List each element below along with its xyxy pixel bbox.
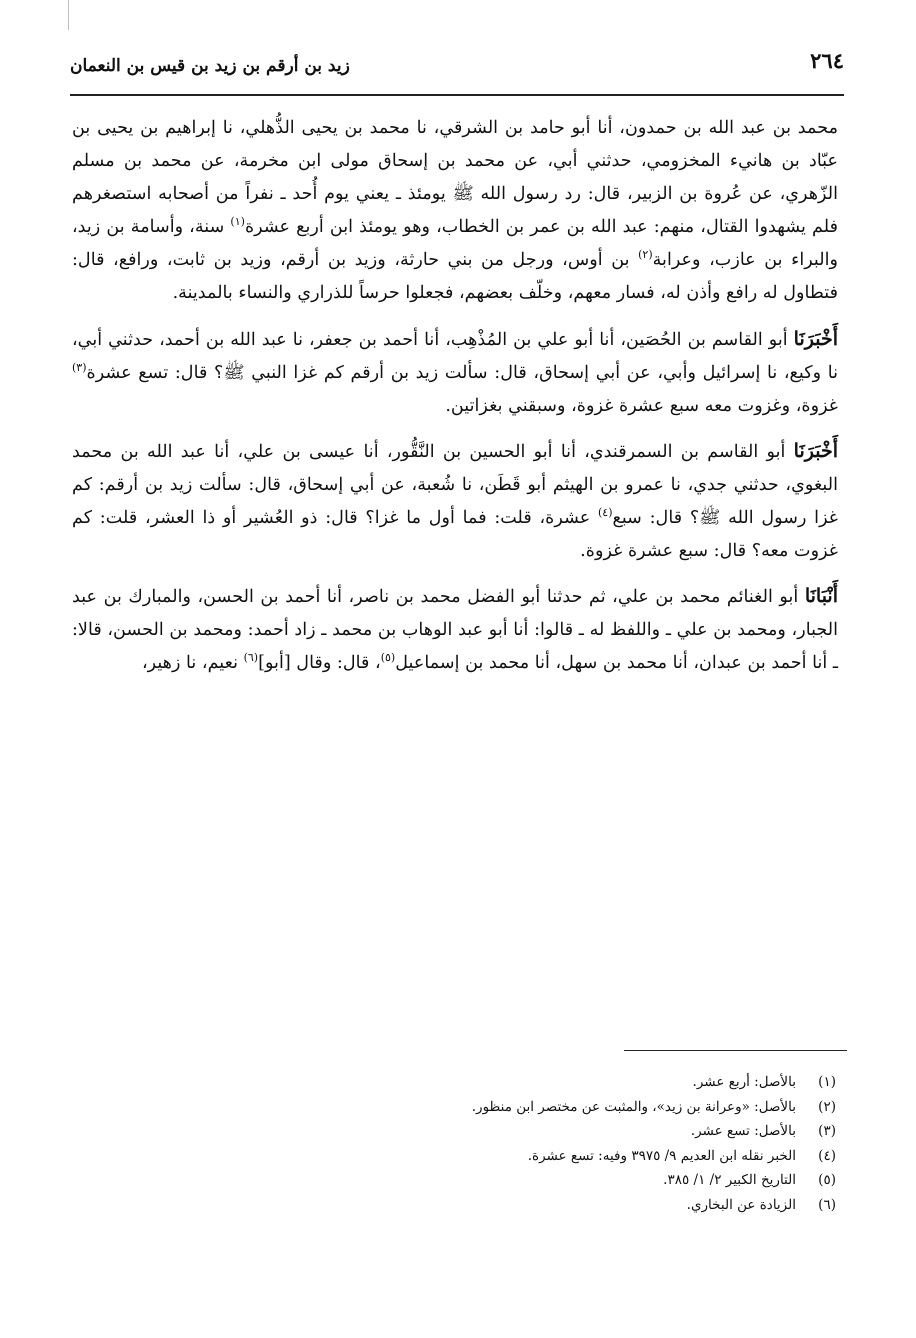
footnote-ref-3: (٣) — [72, 360, 87, 374]
footnote-6 — [76, 1193, 836, 1218]
footnote-separator — [624, 1050, 847, 1051]
narration-lead-word: أَخْبَرَنَا — [793, 439, 838, 462]
footnote-number: (٥) — [818, 1172, 836, 1189]
footnote-ref-5: (٥) — [380, 651, 396, 665]
text-segment: عشرة، قلت: فما أول ما غزا؟ قال: ذو العُشير أو ذا العشر، قلت: كم غزوت معه؟ قال: سبع عشرة غزوة. — [72, 508, 838, 562]
footnote-ref-1: (١) — [230, 215, 245, 229]
footnote-2 — [76, 1095, 836, 1120]
text-segment: أبو القاسم بن الحُصَين، أنا أبو علي بن المُذْهِب، أنا أحمد بن جعفر، نا عبد الله بن أحمد، حدثني أبي، نا وكيع، نا إسرائيل وأبي، عن أبي إسحاق، قال: سألت زيد بن أرقم كم غزا النبي ﷺ؟ قال: تسع عشرة — [72, 329, 838, 383]
footnote-4 — [76, 1144, 836, 1169]
narration-lead-word: أَنْبَانَا — [804, 585, 838, 608]
footnote-5 — [76, 1168, 836, 1193]
footnote-number: (٣) — [818, 1123, 836, 1140]
page-number: ٢٦٤ — [810, 48, 844, 73]
paragraph-4 — [72, 580, 838, 680]
text-segment: بن أوس، ورجل من بني حارثة، وزيد بن أرقم، وزيد بن ثابت، ورافع، قال: فتطاول له رافع وأذن له، فسار معهم، وخلّف بعضهم، فجعلوا حرساً للذراري والنساء بالمدينة. — [72, 250, 838, 304]
running-title: زيد بن أرقم بن زيد بن قيس بن النعمان — [70, 56, 350, 76]
text-segment: ، قال: وقال [أبو] — [258, 653, 381, 674]
footnote-text: بالأصل: أربع عشر. — [692, 1074, 796, 1090]
text-segment: أبو الغنائم محمد بن علي، ثم حدثنا أبو الفضل محمد بن ناصر، أنا أحمد بن الحسن، والمبارك بن عبد الجبار، ومحمد بن علي ـ واللفظ له ـ قالوا: أنا أبو عبد الوهاب بن محمد ـ زاد أحمد: ومحمد بن الحسن، قالا: ـ أنا أحمد بن عبدان، أنا محمد بن سهل، أنا محمد بن إسماعيل — [72, 587, 838, 674]
footnote-1 — [76, 1070, 836, 1095]
text-segment: غزوة، وغزوت معه سبع عشرة غزوة، وسبقني بغزاتين. — [445, 395, 838, 416]
footnote-ref-2: (٢) — [638, 248, 653, 262]
footnote-ref-4: (٤) — [597, 506, 613, 520]
footnote-number: (٦) — [818, 1196, 836, 1213]
footnote-text: الخبر نقله ابن العديم ٩/ ٣٩٧٥ وفيه: تسع عشرة. — [527, 1147, 796, 1164]
footnote-3 — [76, 1119, 836, 1144]
footnote-number: (٢) — [818, 1098, 836, 1115]
narration-lead-word: أَخْبَرَنَا — [793, 327, 838, 350]
text-segment: محمد بن عبد الله بن حمدون، أنا أبو حامد بن الشرقي، نا محمد بن يحيى الذُّهلي، نا إبراهيم بن يحيى بن عبّاد بن هانيء المخزومي، حدثني أبي، عن محمد بن إسحاق مولى ابن مخرمة، عن محمد بن مسلم الزّهري، عن عُروة بن الزبير، قال: رد رسول الله ﷺ يومئذ ـ يعني يوم أُحد ـ نفراً من أصحابه استصغرهم فلم يشهدوا القتال، منهم: عبد الله بن عمر بن الخطاب، وهو يومئذ ابن أربع عشرة — [72, 118, 838, 238]
footnote-ref-6: (٦) — [243, 651, 259, 665]
paragraph-1 — [72, 112, 838, 311]
text-segment: أبو القاسم بن السمرقندي، أنا أبو الحسين بن النَّقُّور، أنا عيسى بن علي، أنا عبد الله بن محمد البغوي، حدثني جدي، نا عمرو بن الهيثم أبو قَطَن، نا شُعبة، عن أبي إسحاق، قال: سألت زيد بن أرقم: كم غزا رسول الله ﷺ؟ قال: سبع — [72, 441, 838, 529]
main-text — [72, 112, 838, 693]
footnote-text: بالأصل: تسع عشر. — [690, 1123, 796, 1140]
footnote-text: بالأصل: «وعرانة بن زيد»، والمثبت عن مختصر ابن منظور. — [471, 1098, 796, 1115]
text-segment: سنة، وأسامة بن زيد، والبراء بن عازب، وعرابة — [72, 217, 838, 271]
paragraph-3 — [72, 435, 838, 568]
footnote-number: (١) — [818, 1074, 836, 1090]
footnote-text: الزيادة عن البخاري. — [686, 1196, 796, 1213]
text-segment: نعيم، نا زهير، — [141, 653, 244, 674]
footnote-text: التاريخ الكبير ٢/ ١/ ٣٨٥. — [663, 1172, 796, 1189]
page-edge-line — [68, 0, 69, 30]
page-header — [70, 44, 844, 96]
paragraph-2 — [72, 323, 838, 423]
footnote-number: (٤) — [818, 1147, 836, 1164]
footnotes-list — [76, 1070, 836, 1218]
